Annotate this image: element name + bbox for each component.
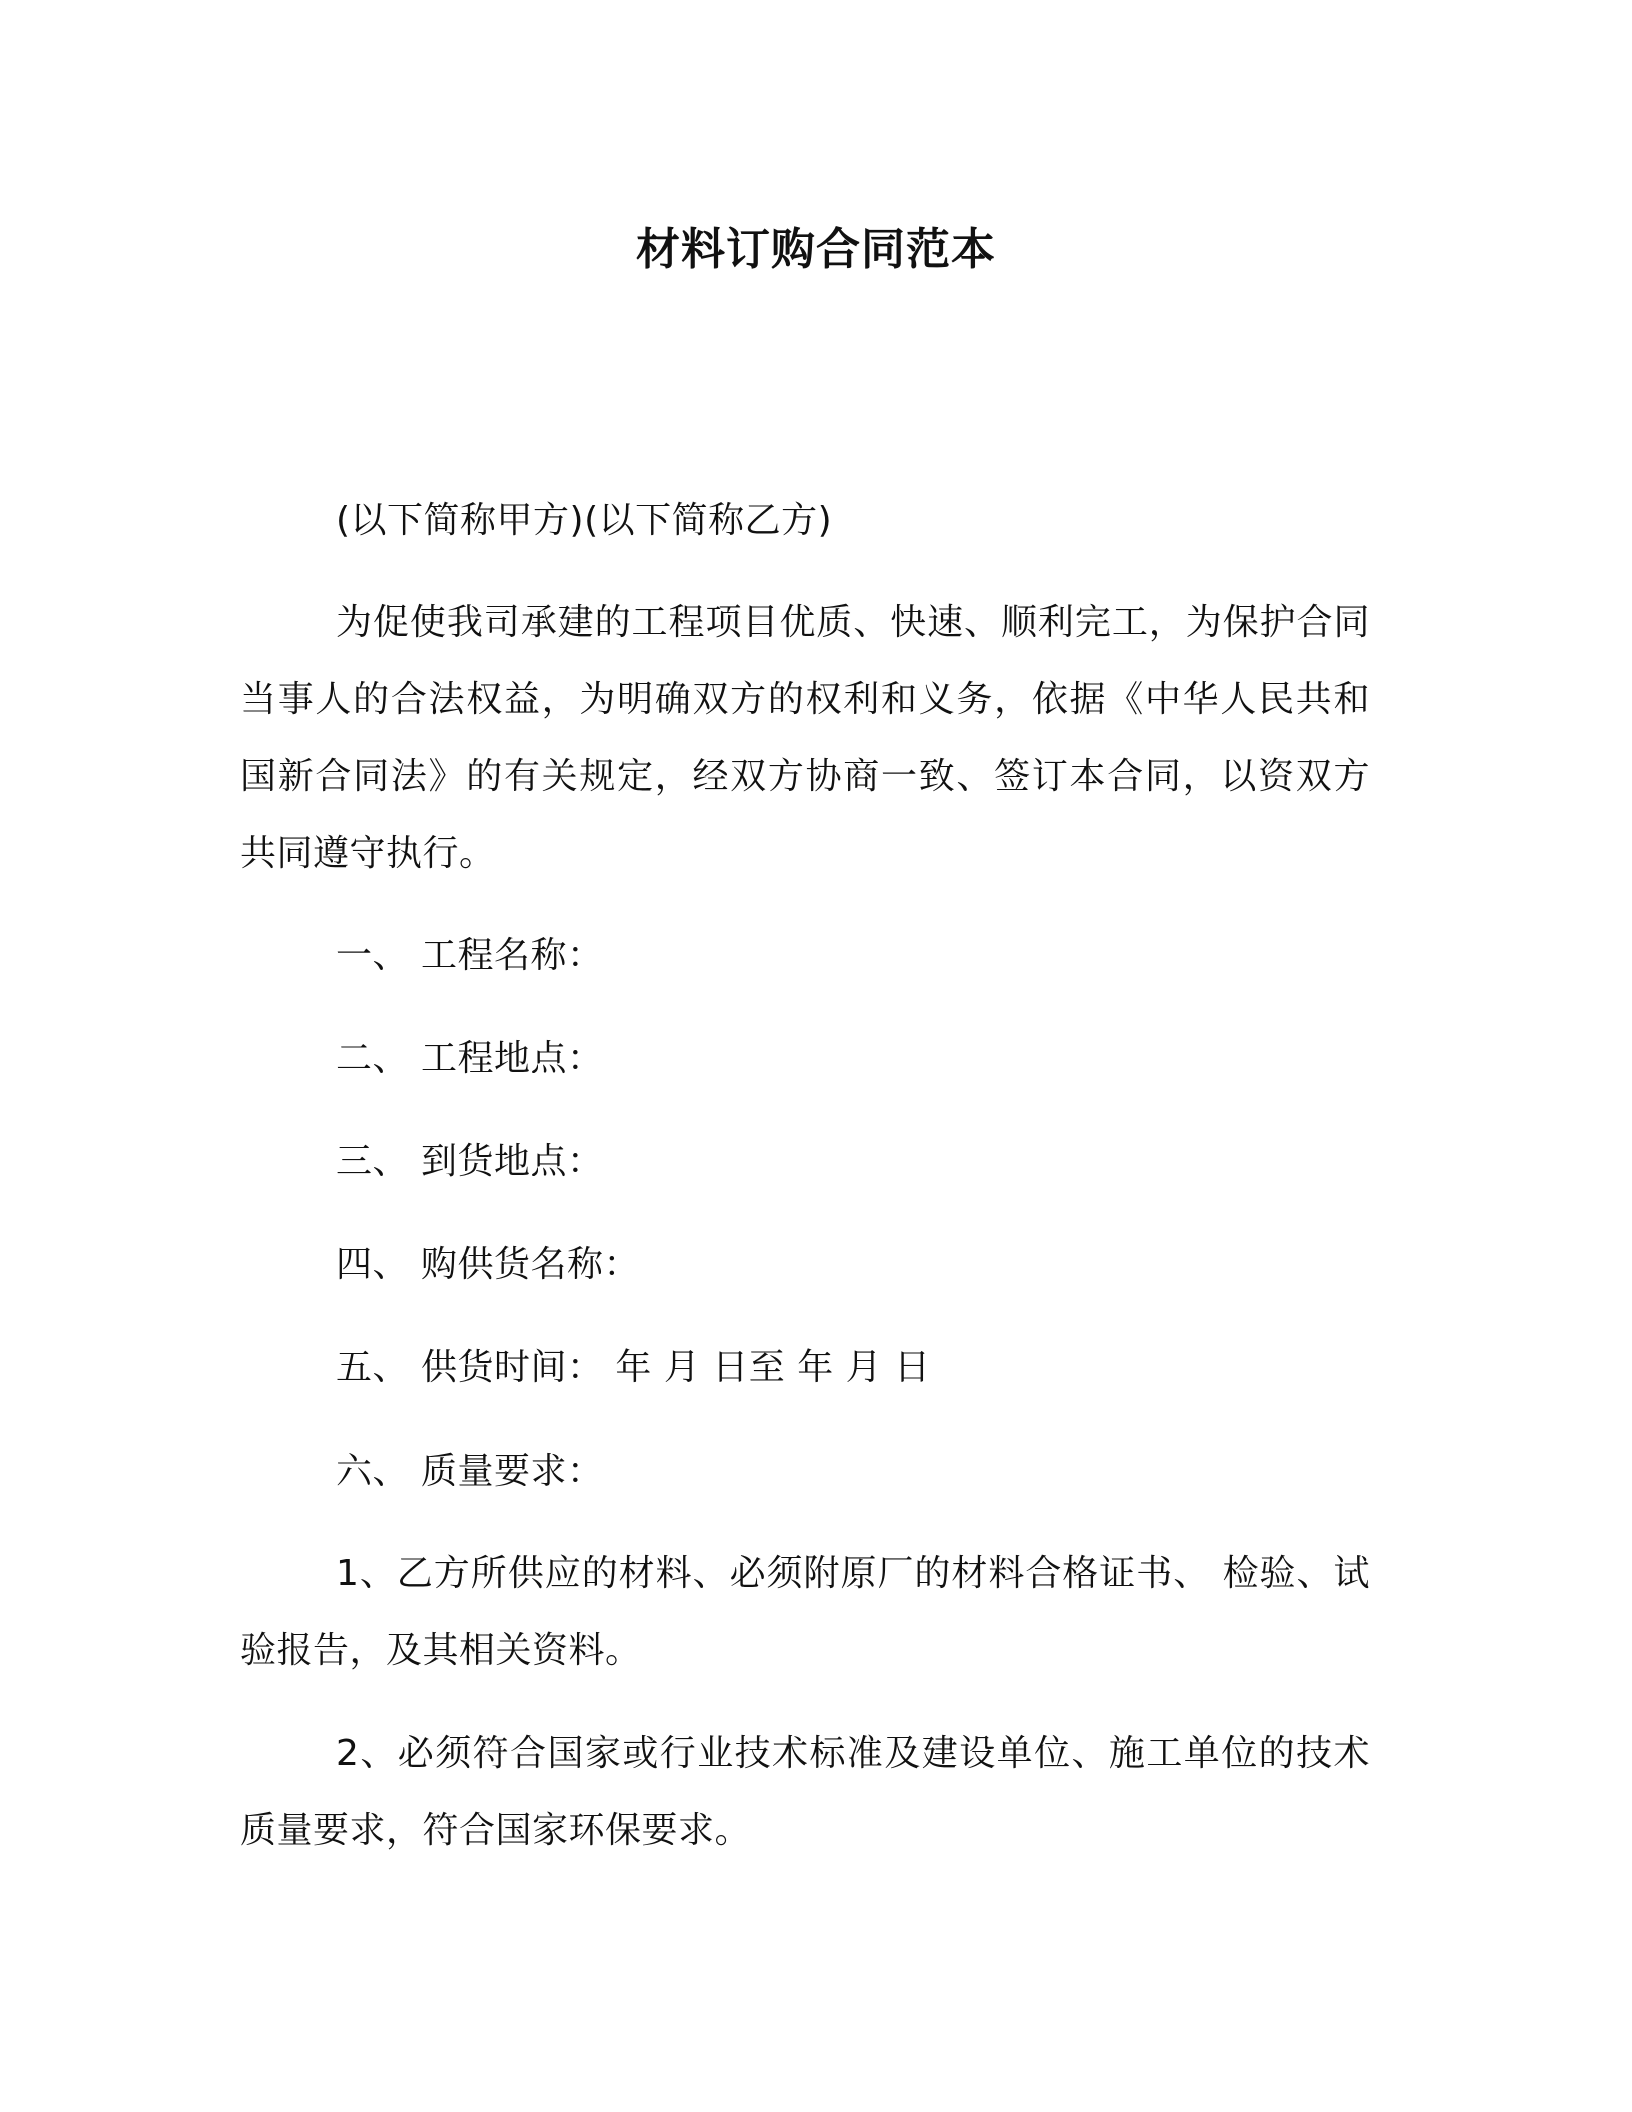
item-quality-requirements: 六、 质量要求： <box>336 1451 604 1492</box>
clause-1: 1、乙方所供应的材料、必须附原厂的材料合格证书、 检验、试验报告，及其相关资料。 <box>240 1553 1370 1671</box>
preamble-paragraph: 为促使我司承建的工程项目优质、快速、顺利完工，为保护合同当事人的合法权益，为明确双方的权利和义务，依据《中华人民共和国新合同法》的有关规定，经双方协商一致、签订本合同，以资双方共同遵守执行。 <box>240 602 1370 874</box>
item-supply-time: 五、 供货时间： 年 月 日至 年 月 日 <box>336 1347 931 1388</box>
parties-line: (以下简称甲方)(以下简称乙方) <box>336 500 833 541</box>
item-delivery-location: 三、 到货地点： <box>336 1141 604 1182</box>
item-project-location: 二、 工程地点： <box>336 1038 604 1079</box>
item-project-name: 一、 工程名称： <box>336 935 604 976</box>
clause-2: 2、必须符合国家或行业技术标准及建设单位、施工单位的技术质量要求，符合国家环保要求。 <box>240 1733 1370 1851</box>
item-goods-name: 四、 购供货名称： <box>336 1244 640 1285</box>
document-title: 材料订购合同范本 <box>636 224 996 275</box>
